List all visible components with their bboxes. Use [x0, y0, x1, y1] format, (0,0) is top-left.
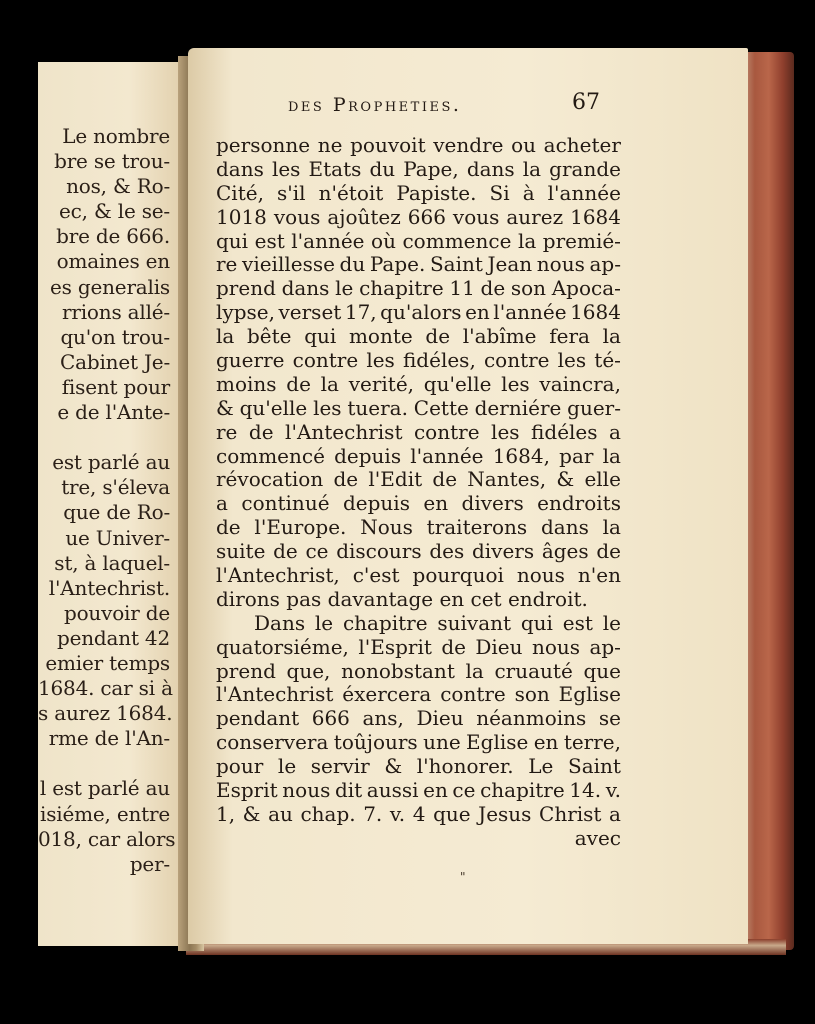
text-line	[216, 349, 621, 373]
word: Jean	[487, 252, 533, 277]
word: 1684,	[492, 443, 550, 468]
text-line: fisent pour	[61, 374, 170, 399]
word: quatorsiéme,	[216, 634, 349, 659]
word: Eglise	[558, 682, 621, 707]
word: 1684	[570, 204, 621, 229]
word: éxercera	[342, 682, 432, 707]
text-line: que de Ro-	[63, 500, 170, 525]
word: ap-	[589, 252, 621, 277]
word: discours	[336, 539, 422, 564]
word: fidéles	[531, 419, 598, 444]
word: suite	[216, 539, 266, 564]
text-line	[216, 253, 621, 277]
word: 1,	[216, 801, 236, 826]
word: moins	[216, 371, 277, 396]
word: dans	[216, 156, 264, 181]
word: est	[562, 610, 593, 635]
word: Eglise	[466, 730, 529, 755]
word: pouvoit	[350, 133, 426, 157]
signature-mark: "	[460, 870, 466, 884]
word: ap-	[589, 634, 621, 659]
word: ans,	[362, 706, 404, 731]
word: de	[216, 515, 241, 540]
word: la	[522, 156, 542, 181]
text-line	[216, 277, 621, 301]
word: 17,	[344, 300, 377, 325]
word: nous	[516, 563, 565, 588]
word: l'Edit	[368, 467, 423, 492]
word: chapitre	[359, 276, 444, 301]
word: de	[286, 371, 311, 396]
word: Dieu	[416, 706, 464, 731]
word: endroits	[537, 491, 621, 516]
word: prend	[216, 658, 276, 683]
word: chapitre	[342, 610, 428, 635]
word: le	[277, 754, 297, 779]
word: par	[559, 443, 594, 468]
word: de	[333, 467, 359, 492]
text-line: isiéme, entre	[40, 801, 170, 826]
word: de	[425, 324, 451, 349]
word: dans	[540, 515, 589, 540]
word: l'année	[291, 228, 365, 253]
text-line: ec, & le se-	[59, 199, 170, 224]
word: en	[465, 300, 490, 325]
word: té-	[594, 348, 621, 373]
word: ce	[452, 778, 476, 803]
word: dans	[281, 276, 330, 301]
word: divers	[461, 491, 524, 516]
word: v.	[605, 778, 621, 803]
text-line: est parlé au	[52, 450, 170, 475]
text-line: tre, s'éleva	[61, 475, 170, 500]
text-line: rrions allé-	[62, 299, 170, 324]
word: conservera	[216, 730, 329, 755]
word: néanmoins	[476, 706, 587, 731]
word: monte	[348, 324, 413, 349]
text-line	[216, 397, 621, 421]
word: Saint	[429, 252, 483, 277]
word: l'année	[547, 180, 621, 205]
word: l'Europe.	[254, 515, 347, 540]
text-line: rme de l'An-	[48, 726, 170, 751]
word: qu'alors	[380, 300, 462, 325]
word: grande	[549, 156, 621, 181]
word: derniére	[474, 395, 562, 420]
word: contre	[440, 682, 506, 707]
word: se	[598, 706, 621, 731]
open-book	[38, 44, 768, 964]
word: qu'elle	[239, 395, 308, 420]
text-line	[216, 803, 621, 827]
word: guerre	[216, 348, 285, 373]
word: les	[501, 371, 530, 396]
word: commencé	[216, 443, 325, 468]
text-line: s aurez 1684.	[38, 701, 173, 726]
word: depuis	[334, 443, 402, 468]
word: Apoca-	[551, 276, 621, 301]
word: les	[366, 348, 395, 373]
text-line	[216, 516, 621, 540]
word: de	[248, 419, 274, 444]
word: bête	[247, 324, 292, 349]
word: pourquoi	[412, 563, 504, 588]
word: 1018	[216, 204, 267, 229]
text-line	[216, 564, 621, 588]
text-line: per-	[129, 851, 170, 876]
word: personne	[216, 133, 311, 157]
text-line: bre se trou-	[54, 149, 170, 174]
word: acheter	[543, 133, 621, 157]
word: le	[335, 276, 354, 301]
word: l'Antechrist,	[216, 563, 340, 588]
word: qui	[520, 610, 553, 635]
word: les	[491, 419, 520, 444]
word: à	[522, 180, 535, 205]
word: ajoûtez	[327, 204, 401, 229]
word: des	[429, 539, 465, 564]
text-line: l'Antechrist.	[48, 575, 170, 600]
word: est	[254, 228, 285, 253]
word: vaincra,	[539, 371, 621, 396]
word: révocation	[216, 467, 324, 492]
word: la	[216, 324, 235, 349]
word: la	[602, 443, 621, 468]
word: en	[423, 778, 448, 803]
word: fera	[549, 324, 590, 349]
word: traiterons	[426, 515, 528, 540]
word: les	[271, 156, 301, 181]
word: contre	[413, 419, 480, 444]
blank-line	[38, 425, 190, 450]
page-number: 67	[572, 90, 600, 115]
word: servir	[310, 754, 370, 779]
word: qu'elle	[423, 371, 492, 396]
text-line	[216, 755, 621, 779]
word: Pape,	[403, 156, 459, 181]
word: l'honorer.	[416, 754, 514, 779]
text-line: Cabinet Je-	[60, 349, 170, 374]
word: dirons pas davantage en cet endroit.	[216, 586, 588, 611]
word: cruauté	[494, 658, 573, 683]
word: en	[423, 491, 449, 516]
word: verset	[278, 300, 342, 325]
text-line: pouvoir de	[63, 600, 170, 625]
word: ou	[511, 133, 537, 157]
text-line	[216, 588, 621, 612]
word: du	[369, 156, 396, 181]
word: dans	[466, 156, 515, 181]
text-line: qu'on trou-	[60, 324, 170, 349]
word: 1684	[570, 300, 621, 325]
word: son	[510, 276, 547, 301]
text-line: 1684. car si à	[38, 676, 173, 701]
word: toûjours	[333, 730, 418, 755]
word: re	[216, 252, 238, 277]
text-line: ue Univer-	[65, 525, 170, 550]
word: le	[314, 610, 334, 635]
word: 11	[449, 276, 475, 301]
word: nonobstant	[341, 658, 455, 683]
word: Nous	[360, 515, 413, 540]
word: du	[339, 252, 366, 277]
right-page	[188, 48, 748, 944]
right-page-text	[216, 134, 621, 851]
text-line	[216, 540, 621, 564]
word: une	[423, 730, 461, 755]
word: les	[557, 348, 587, 373]
word: le	[602, 610, 621, 635]
word: Papiste.	[396, 180, 477, 205]
word: Esprit	[216, 778, 278, 803]
word: depuis	[342, 491, 410, 516]
word: &	[556, 467, 575, 492]
word: nous	[536, 252, 585, 277]
word: Dans	[254, 610, 306, 635]
text-line: st, à laquel-	[54, 550, 170, 575]
word: que	[583, 658, 621, 683]
text-line: 018, car alors	[38, 826, 176, 851]
word: qui	[304, 324, 337, 349]
running-head: des Propheties.	[288, 94, 462, 116]
word: ce	[305, 539, 329, 564]
text-line: nos, & Ro-	[66, 174, 170, 199]
text-line	[216, 636, 621, 660]
word: premié-	[542, 228, 621, 253]
word: guer-	[567, 395, 621, 420]
text-line	[216, 779, 621, 803]
word: &	[242, 801, 261, 826]
word: vous	[452, 204, 500, 229]
blank-line	[38, 751, 190, 776]
word: que,	[286, 658, 331, 683]
text-line	[216, 612, 621, 636]
word: au	[268, 801, 293, 826]
word: Le	[528, 754, 554, 779]
word: terre,	[563, 730, 621, 755]
text-line: es generalis	[50, 274, 170, 299]
word: la	[602, 515, 621, 540]
word: de	[273, 539, 298, 564]
word: verité,	[348, 371, 415, 396]
text-line	[216, 683, 621, 707]
word: l'Antechrist	[216, 682, 334, 707]
word: l'Esprit	[358, 634, 432, 659]
word: la	[517, 228, 537, 253]
text-line	[216, 230, 621, 254]
word: vous	[273, 204, 321, 229]
word: pour	[216, 754, 264, 779]
text-line: Le nombre	[62, 124, 170, 148]
word: continué	[241, 491, 330, 516]
word: de	[480, 276, 506, 301]
text-line	[216, 206, 621, 230]
word: la	[602, 324, 621, 349]
word: a	[216, 491, 228, 516]
text-line	[216, 134, 621, 158]
word: qui	[216, 228, 249, 253]
word: les	[313, 395, 342, 420]
text-line	[216, 731, 621, 755]
word: elle	[584, 467, 621, 492]
word: nous	[282, 778, 331, 803]
text-line	[216, 373, 621, 397]
left-page-text	[38, 124, 190, 877]
word: âges	[541, 539, 589, 564]
text-line: e de l'Ante-	[57, 400, 170, 425]
text-line	[216, 301, 621, 325]
word: &	[216, 395, 234, 420]
word: de	[441, 634, 466, 659]
text-line	[216, 492, 621, 516]
word: aussi	[366, 778, 419, 803]
word: lypse,	[216, 300, 275, 325]
word: v.	[389, 801, 406, 826]
word: pendant	[216, 706, 300, 731]
word: contre	[483, 348, 550, 373]
word: la	[465, 658, 484, 683]
word: où	[371, 228, 396, 253]
word: l'abîme	[462, 324, 537, 349]
word: son	[514, 682, 550, 707]
word: de	[432, 467, 458, 492]
text-line	[216, 445, 621, 469]
word: a	[609, 419, 621, 444]
word: 4	[412, 801, 426, 826]
text-line	[216, 158, 621, 182]
word: Saint	[568, 754, 621, 779]
word: Pape.	[369, 252, 426, 277]
word: &	[384, 754, 403, 779]
word: aurez	[506, 204, 564, 229]
word: fidéles,	[402, 348, 476, 373]
word: commence	[402, 228, 512, 253]
word: Nantes,	[467, 467, 547, 492]
word: l'année	[493, 300, 567, 325]
word: 7.	[363, 801, 383, 826]
word: n'étoit	[318, 180, 384, 205]
word: Cité,	[216, 180, 264, 205]
word: Etats	[308, 156, 362, 181]
word: a	[609, 801, 621, 826]
word: divers	[471, 539, 535, 564]
word: vieillesse	[242, 252, 335, 277]
word: Cette	[413, 395, 469, 420]
word: nous	[531, 634, 581, 659]
word: s'il	[276, 180, 306, 205]
left-page	[38, 62, 190, 946]
text-line: omaines en	[56, 249, 170, 274]
word: Jesus	[478, 801, 532, 826]
text-line	[216, 827, 621, 851]
word: de	[596, 539, 621, 564]
word: que	[433, 801, 471, 826]
word: l'Antechrist	[285, 419, 403, 444]
word: n'en	[577, 563, 621, 588]
word: suivant	[437, 610, 512, 635]
word: en	[533, 730, 559, 755]
word: l'année	[410, 443, 484, 468]
text-line	[216, 707, 621, 731]
word: prend	[216, 276, 276, 301]
word: avec	[574, 825, 621, 850]
word: vendre	[433, 133, 504, 157]
text-line: bre de 666.	[56, 224, 170, 249]
text-line	[216, 421, 621, 445]
word: dit	[334, 778, 363, 803]
word: c'est	[352, 563, 400, 588]
text-line: emier temps	[45, 650, 170, 675]
word: Dieu	[475, 634, 523, 659]
text-line	[216, 468, 621, 492]
word: Si	[489, 180, 510, 205]
word: chap.	[300, 801, 356, 826]
word: 14.	[569, 778, 602, 803]
word: 666	[407, 204, 446, 229]
text-line	[216, 660, 621, 684]
word: Christ	[539, 801, 602, 826]
text-line: pendant 42	[57, 625, 170, 650]
word: re	[216, 419, 238, 444]
text-line	[216, 182, 621, 206]
word: la	[320, 371, 339, 396]
text-line	[216, 325, 621, 349]
word: ne	[317, 133, 343, 157]
word: contre	[292, 348, 359, 373]
word: tuera.	[347, 395, 408, 420]
word: 666	[311, 706, 350, 731]
text-line: l est parlé au	[39, 776, 170, 801]
word: chapitre	[480, 778, 565, 803]
